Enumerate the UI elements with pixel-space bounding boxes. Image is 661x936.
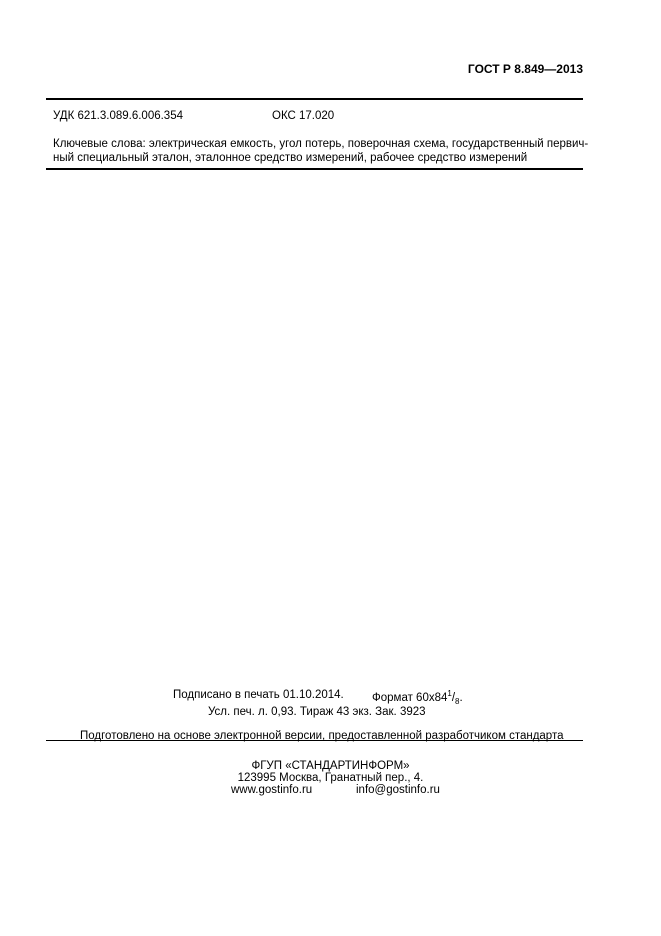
publisher-address: 123995 Москва, Гранатный пер., 4.	[237, 772, 424, 784]
signed-date: Подписано в печать 01.10.2014.	[173, 689, 344, 701]
print-format: Формат $60x84^1/_8$.	[372, 689, 463, 707]
print-format-end: .	[459, 691, 463, 704]
oks-code: ОКС 17.020	[272, 110, 335, 122]
prepared-note: Подготовлено на основе электронной версии, предоставленной разработчиком стандарта	[80, 730, 564, 742]
print-format-label: Формат 60x84	[372, 691, 448, 704]
print-format-numerator: 1	[447, 689, 452, 698]
top-rule	[46, 98, 583, 100]
publisher-name: ФГУП «СТАНДАРТИНФОРМ»	[251, 760, 410, 772]
keywords-block	[53, 137, 588, 165]
print-stats: Усл. печ. л. 0,93. Тираж 43 экз. Зак. 3923	[208, 706, 426, 718]
keywords-line-2: ный специальный эталон, эталонное средство измерений, рабочее средство измерений	[53, 152, 528, 164]
standard-number: ГОСТ Р 8.849—2013	[467, 62, 583, 76]
publisher-website: www.gostinfo.ru	[231, 784, 313, 796]
publisher-email: info@gostinfo.ru	[356, 784, 440, 796]
print-format-denominator: 8	[455, 697, 460, 707]
udk-code: УДК 621.3.089.6.006.354	[53, 110, 183, 122]
keywords-line-1: Ключевые слова: электрическая емкость, угол потерь, поверочная схема, государственный первич-	[53, 138, 589, 150]
keywords-bottom-rule	[46, 168, 583, 170]
